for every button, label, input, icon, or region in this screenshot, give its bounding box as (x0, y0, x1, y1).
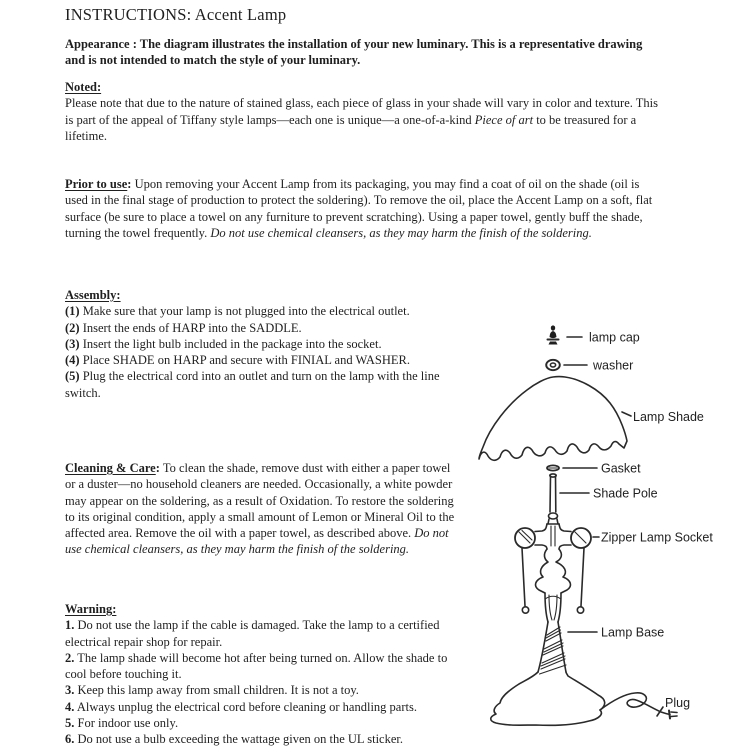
section-warning (65, 601, 459, 748)
warning-item-2: 2. The lamp shade will become hot after being turned on. Allow the shade to cool before touching it. (65, 650, 448, 682)
warning-item-6: 6. Do not use a bulb exceeding the wattage given on the UL sticker. (65, 732, 403, 747)
section-cleaning-care (65, 460, 463, 558)
noted-heading: Noted: (65, 80, 102, 94)
prior-body: Upon removing your Accent Lamp from its packaging, you may find a coat of oil on the shade (oil is used in the final stage of production to protect the soldering). To remove the oil, place the Accent Lamp on a soft, flat surface (be sure to place a towel on any furniture to prevent scratching). Using a paper towel, gently buff the shade, turning the towel frequently. (65, 177, 653, 240)
pull-chain-right (577, 548, 584, 613)
plug-leader-line (657, 707, 663, 716)
cleaning-colon: : (155, 461, 160, 475)
base-mound-drawing (491, 672, 605, 725)
section-prior-to-use (65, 176, 665, 241)
assembly-heading: Assembly: (65, 288, 121, 302)
shade-pole-drawing (550, 474, 556, 512)
lamp-base-drawing (538, 593, 566, 674)
noted-text-end: to be treasured for a lifetime. (65, 112, 637, 143)
assembly-item-5: (5) Plug the electrical cord into an outlet and turn on the lamp with the line switch. (65, 369, 440, 400)
prior-heading: Prior to use (65, 177, 128, 191)
prior-italic-warning: Do not use chemical cleansers, as they may harm the finish of the soldering. (210, 225, 592, 240)
noted-text: Please note that due to the nature of stained glass, each piece of glass in your shade will vary in color and texture. This is part of the appeal of Tiffany style lamps—each one is unique—a one-of-a-kind (65, 96, 658, 127)
zipper-lamp-socket-drawing (515, 513, 591, 593)
washer-label: washer (593, 358, 634, 373)
noted-body (65, 95, 665, 144)
prior-colon: : (127, 177, 132, 191)
lamp-shade-label: Lamp Shade (633, 410, 704, 424)
appearance-note: Appearance : The diagram illustrates the installation of your new luminary. This is a representative drawing and is not intended to match the style of your luminary. (65, 37, 643, 68)
plug-icon (669, 711, 677, 719)
noted-italic-phrase: Piece of art (474, 112, 534, 127)
lamp-cap-icon (548, 325, 559, 344)
warning-item-5: 5. For indoor use only. (65, 716, 179, 731)
pull-chain-left (522, 548, 529, 613)
warning-item-4: 4. Always unplug the electrical cord before cleaning or handling parts. (65, 699, 417, 714)
section-assembly (65, 287, 475, 401)
lamp-base-label: Lamp Base (601, 625, 665, 640)
warning-heading: Warning: (65, 602, 117, 616)
gasket-icon (547, 465, 559, 470)
plug-label: Plug (665, 696, 691, 710)
cleaning-heading: Cleaning & Care (65, 461, 156, 475)
page-title: INSTRUCTIONS: Accent Lamp (65, 5, 287, 24)
lamp-diagram-svg (460, 300, 750, 750)
gasket-label: Gasket (601, 461, 641, 476)
assembly-item-4: (4) Place SHADE on HARP and secure with FINIAL and WASHER. (65, 353, 410, 368)
lamp-cap-label: lamp cap (589, 330, 640, 345)
washer-icon (546, 360, 560, 370)
lamp-shade-leader-line (622, 412, 631, 416)
lamp-shade-drawing (479, 377, 627, 461)
assembly-item-1: (1) Make sure that your lamp is not plugged into the electrical outlet. (65, 304, 410, 319)
cleaning-body: To clean the shade, remove dust with either a paper towel or a duster—no household cleaners are needed. Occasionally, a white powder may appear on the soldering, as a result of Oxidation. To restore the soldering to its original condition, apply a small amount of Lemon or Mineral Oil to the affected area. Remove the oil with a paper towel, as described above. (65, 461, 455, 541)
assembly-item-2: (2) Insert the ends of HARP into the SADDLE. (65, 320, 302, 335)
assembly-item-3: (3) Insert the light bulb included in the package into the socket. (65, 336, 382, 351)
warning-item-3: 3. Keep this lamp away from small children. It is not a toy. (65, 683, 359, 698)
shade-pole-label: Shade Pole (593, 486, 658, 501)
lamp-diagram (460, 300, 750, 750)
zipper-lamp-socket-label: Zipper Lamp Socket (601, 530, 713, 545)
cleaning-italic-warning: Do not use chemical cleansers, as they may harm the finish of the soldering. (65, 526, 449, 557)
warning-item-1: 1. Do not use the lamp if the cable is damaged. Take the lamp to a certified electrical repair shop for repair. (65, 618, 440, 649)
section-noted (65, 79, 665, 144)
